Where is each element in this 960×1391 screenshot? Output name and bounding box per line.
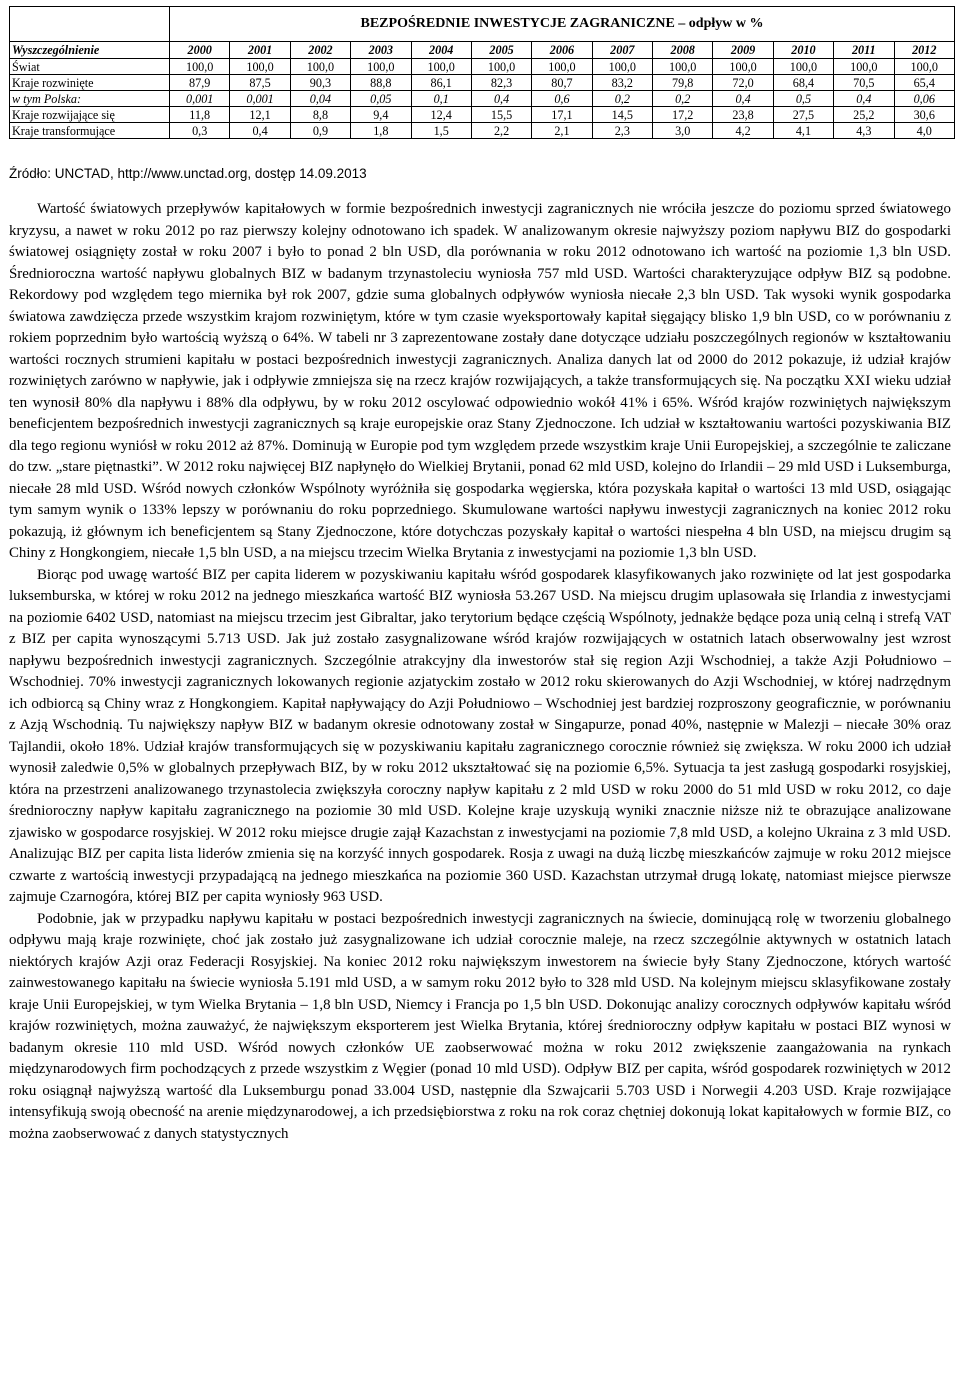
table-row (10, 107, 955, 123)
table-cell: 70,5 (834, 75, 894, 91)
table-cell: 3,0 (653, 123, 713, 139)
column-header-label: Wyszczególnienie (10, 42, 170, 59)
table-row (10, 75, 955, 91)
paragraph: Biorąc pod uwagę wartość BIZ per capita liderem w pozyskiwaniu kapitału wśród gospodarek klasyfikowanych jako rozwinięte od lat jest gospodarka luksemburska, w której w roku 2012 na jednego mieszkańca wartość BIZ wyniosła 53.267 USD. Na miejscu drugim uplasowała się Irlandia z inwestycjami na poziomie 6402 USD, natomiast na miejscu trzecim jest Gibraltar, jako terytorium będące częścią Wspólnoty, jednakże będące poza unią celną i strefą VAT z BIZ per capita wynoszącymi 5.713 USD. Jak już zostało zasygnalizowane wśród krajów rozwijających w ostatnich latach obserwowalny jest wzrost napływu bezpośrednich inwestycji zagranicznych. Szczególnie atrakcyjny dla inwestorów stał się region Azji Wschodniej, a także Azji Południowo – Wschodniej. 70% inwestycji zagranicznych lokowanych regionie azjatyckim zostało w 2012 roku skierowanych do Azji Wschodniej, w której nadrzędnym ich odbiorcą są Chiny wraz z Hongkongiem. Kapitał napływający do Azji Południowo – Wschodniej jest bardziej rozproszony geograficznie, w porównaniu z Azją Wschodnią. Tu największy napływ BIZ w badanym okresie odnotowany został w Singapurze, ponad 40%, następnie w Malezji – niecałe 30% oraz Tajlandii, około 18%. Udział krajów transformujących się w pozyskiwaniu kapitału zagranicznego corocznie również się zwiększa. W roku 2000 ich udział wynosił zaledwie 0,5% w globalnych przepływach BIZ, by w roku 2012 ukształtować się na poziomie 6,5%. Sytuacja ta jest zasługą gospodarki rosyjskiej, która na przestrzeni analizowanego trzynastolecia zwiększyła coroczny napływ kapitału z 2 mld USD w roku 2000 do 51 mld USD w roku 2012, co daje średnioroczny napływ kapitału zagranicznego na poziomie 30 mld USD. Kolejne kraje uzyskują wyniki znacznie niższe niż te obrazujące analizowane zjawisko w gospodarce rosyjskiej. W 2012 roku miejsce drugie zajął Kazachstan z inwestycjami na poziomie 7,8 mld USD, a kolejno Ukraina z 3 mld USD. Analizując BIZ per capita lista liderów zmienia się na korzyść innych gospodarek. Rosja z uwagi na dużą liczbę mieszkańców zajmuje w roku 2012 miejsce czwarte z wartością inwestycji przypadającą na jednego mieszkańca na poziomie 360 USD. Kazachstan utrzymał drugą lokatę, natomiast miejsce pierwsze zajmuje Czarnogóra, której BIZ per capita wyniosły 963 USD. (9, 566, 951, 905)
table-cell: 100,0 (351, 59, 411, 75)
table-cell: 15,5 (471, 107, 531, 123)
table-cell: 25,2 (834, 107, 894, 123)
table-cell: 8,8 (290, 107, 350, 123)
year-header: 2009 (713, 42, 773, 59)
year-header: 2000 (170, 42, 230, 59)
year-header: 2001 (230, 42, 290, 59)
table-cell: 100,0 (653, 59, 713, 75)
table-cell: 100,0 (834, 59, 894, 75)
table-header-row (10, 42, 955, 59)
table-cell: 83,2 (592, 75, 652, 91)
table-title: BEZPOŚREDNIE INWESTYCJE ZAGRANICZNE – odpływ w % (170, 7, 955, 42)
table-cell: 4,0 (894, 123, 955, 139)
row-label: Świat (10, 59, 170, 75)
table-cell: 87,5 (230, 75, 290, 91)
year-header: 2006 (532, 42, 592, 59)
table-cell: 0,04 (290, 91, 350, 107)
body-text (9, 199, 951, 1145)
table-cell: 2,2 (471, 123, 531, 139)
table-cell: 12,1 (230, 107, 290, 123)
table-cell: 0,05 (351, 91, 411, 107)
table-cell: 0,001 (230, 91, 290, 107)
table-cell: 86,1 (411, 75, 471, 91)
table-cell: 68,4 (773, 75, 833, 91)
table-cell: 30,6 (894, 107, 955, 123)
year-header: 2002 (290, 42, 350, 59)
table-cell: 4,2 (713, 123, 773, 139)
table-cell: 4,3 (834, 123, 894, 139)
year-header: 2004 (411, 42, 471, 59)
year-header: 2007 (592, 42, 652, 59)
table-cell: 11,8 (170, 107, 230, 123)
table-cell: 0,1 (411, 91, 471, 107)
table-cell: 0,4 (471, 91, 531, 107)
table-cell: 82,3 (471, 75, 531, 91)
paragraph: Podobnie, jak w przypadku napływu kapitału w postaci bezpośrednich inwestycji zagranicznych na świecie, dominującą rolę w tworzeniu globalnego odpływu mają kraje rozwinięte, choć jak zostało już zasygnalizowane ich udział corocznie maleje, na rzecz szczególnie aktywnych w ostatnich latach niektórych krajów Azji oraz Federacji Rosyjskiej. Na koniec 2012 roku największym inwestorem na świecie były Stany Zjednoczone, których wartość zainwestowanego kapitału na świecie wyniosła 5.191 mld USD, a w samym roku 2012 było to 328 mld USD. Na kolejnym miejscu sklasyfikowane zostały kraje Unii Europejskiej, w tym Wielka Brytania – 1,8 bln USD, Niemcy i Francja po 1,5 bln USD. Dokonując analizy corocznych odpływów kapitału wśród krajów rozwiniętych, można zauważyć, że największym eksporterem jest Wielka Brytania, której średnioroczny odpływ kapitału w postaci BIZ wynosi w badanym okresie 110 mld USD. Wśród nowych członków UE zaobserwować można w roku 2012 zwiększenie zaangażowania na rynkach międzynarodowych firm pochodzących z przede wszystkim z Węgier (ponad 10 mld USD). Odpływ BIZ per capita, wśród gospodarek rozwiniętych w 2012 roku osiągnął najwyższą wartość dla Luksemburgu ponad 33.004 USD, następnie dla Szwajcarii 5.703 USD i Norwegii 4.203 USD. Kraje rozwijające intensyfikują swoją obecność na arenie międzynarodowej, a ich przedsiębiorstwa z roku na rok coraz chętniej dokonują lokat kapitałowych w formie BIZ, co można zaobserwować z danych statystycznych (9, 910, 951, 1142)
table-cell: 0,4 (834, 91, 894, 107)
table-cell: 79,8 (653, 75, 713, 91)
table-cell: 23,8 (713, 107, 773, 123)
table-cell: 90,3 (290, 75, 350, 91)
table-cell: 100,0 (894, 59, 955, 75)
table-cell: 17,2 (653, 107, 713, 123)
table-cell: 100,0 (230, 59, 290, 75)
year-header: 2008 (653, 42, 713, 59)
year-header: 2010 (773, 42, 833, 59)
row-label: Kraje rozwinięte (10, 75, 170, 91)
table-cell: 0,4 (230, 123, 290, 139)
table-cell: 0,5 (773, 91, 833, 107)
table-cell: 65,4 (894, 75, 955, 91)
table-cell: 0,9 (290, 123, 350, 139)
table-cell: 2,1 (532, 123, 592, 139)
table-cell: 100,0 (170, 59, 230, 75)
table-cell: 12,4 (411, 107, 471, 123)
table-row (10, 91, 955, 107)
table-cell: 1,8 (351, 123, 411, 139)
table-cell: 88,8 (351, 75, 411, 91)
table-cell: 100,0 (592, 59, 652, 75)
table-cell: 100,0 (773, 59, 833, 75)
table-cell: 100,0 (471, 59, 531, 75)
year-header: 2005 (471, 42, 531, 59)
table-cell: 0,6 (532, 91, 592, 107)
row-label: Kraje rozwijające się (10, 107, 170, 123)
table-cell: 4,1 (773, 123, 833, 139)
table-cell: 72,0 (713, 75, 773, 91)
year-header: 2003 (351, 42, 411, 59)
table-cell: 0,001 (170, 91, 230, 107)
table-cell: 27,5 (773, 107, 833, 123)
table-cell: 100,0 (713, 59, 773, 75)
paragraph: Wartość światowych przepływów kapitałowych w formie bezpośrednich inwestycji zagranicznych nie wróciła jeszcze do poziomu sprzed światowego kryzysu, a nawet w roku 2012 po raz pierwszy kolejny odnotowano ich spadek. W analizowanym okresie najwyższy poziom napływu BIZ do gospodarki światowej osiągnięty został w roku 2007 i było to ponad 2 bln USD, dla porównania w roku 2012 odnotowano ich wartość na poziomie 1,3 bln USD. Średnioroczna wartość napływu globalnych BIZ w badanym trzynastoleciu wyniosła 757 mld USD. Wartości charakteryzujące odpływ BIZ są podobne. Rekordowy pod względem tego miernika był rok 2007, gdzie suma globalnych odpływów wyniosła niecałe 2,3 bln USD. Tak wysoki wynik gospodarka światowa zawdzięcza przede wszystkim krajom rozwiniętym, które w tym czasie wyeksportowały kapitał sięgający blisko 1,9 bln USD, co w porównaniu z rokiem poprzednim było wartością wyższą o 64%. W tabeli nr 3 zaprezentowane zostały dane dotyczące udziału poszczególnych regionów w kształtowaniu wartości rocznych strumieni kapitału w postaci bezpośrednich inwestycji zagranicznych. Analiza danych lat od 2000 do 2012 pokazuje, iż udział krajów rozwiniętych zarówno w napływie, jak i odpływie zmniejsza się na rzecz krajów rozwijających, a także transformujących się. Na początku XXI wieku udział ten wynosił 80% dla napływu i 88% dla odpływu, by w roku 2012 oscylować odpowiednio wokół 41% i 65%. Wśród krajów rozwiniętych największym beneficjentem bezpośrednich inwestycji zagranicznych są kraje europejskie oraz Stany Zjednoczone. Ich udział w kształtowaniu wartości pozyskiwania BIZ dla tego regionu wyniósł w roku 2012 aż 87%. Dominują w Europie pod tym względem przede wszystkim kraje Unii Europejskiej, a szczególnie te zaliczane do tzw. „stare piętnastki”. W 2012 roku najwięcej BIZ napłynęło do Wielkiej Brytanii, ponad 62 mld USD, kolejno do Irlandii – 29 mld USD i Luksemburga, niecałe 28 mld USD. Wśród nowych członków Wspólnoty wyróżniła się gospodarka węgierska, która pozyskała kapitał o wartości 13 mld USD, osiągając tym samym wynik o 133% lepszy w porównaniu do roku poprzedniego. Skumulowane wartości napływu inwestycji zagranicznych na koniec 2012 roku pokazują, iż głównym ich beneficjentem są Stany Zjednoczone, które dotychczas pozyskały kapitał o wartości niespełna 4 bln USD, na miejscu drugim są Chiny z Hongkongiem, niecałe 1,5 bln USD, a na miejscu trzecim Wielka Brytania z inwestycjami na poziomie 1,3 bln USD. (9, 201, 951, 561)
table-corner-cell (10, 7, 170, 42)
table-cell: 17,1 (532, 107, 592, 123)
table-cell: 0,06 (894, 91, 955, 107)
table-cell: 2,3 (592, 123, 652, 139)
table-cell: 100,0 (411, 59, 471, 75)
fdi-outflow-table (9, 6, 955, 139)
table-cell: 100,0 (290, 59, 350, 75)
table-row (10, 59, 955, 75)
table-source-note: Źródło: UNCTAD, http://www.unctad.org, dostęp 14.09.2013 (9, 166, 367, 181)
table-cell: 87,9 (170, 75, 230, 91)
table-cell: 0,2 (653, 91, 713, 107)
table-cell: 80,7 (532, 75, 592, 91)
year-header: 2012 (894, 42, 955, 59)
table-cell: 0,3 (170, 123, 230, 139)
table-cell: 9,4 (351, 107, 411, 123)
table-cell: 14,5 (592, 107, 652, 123)
table-cell: 1,5 (411, 123, 471, 139)
table-cell: 0,2 (592, 91, 652, 107)
row-label: w tym Polska: (10, 91, 170, 107)
table-row (10, 123, 955, 139)
table-cell: 0,4 (713, 91, 773, 107)
year-header: 2011 (834, 42, 894, 59)
table-cell: 100,0 (532, 59, 592, 75)
row-label: Kraje transformujące (10, 123, 170, 139)
